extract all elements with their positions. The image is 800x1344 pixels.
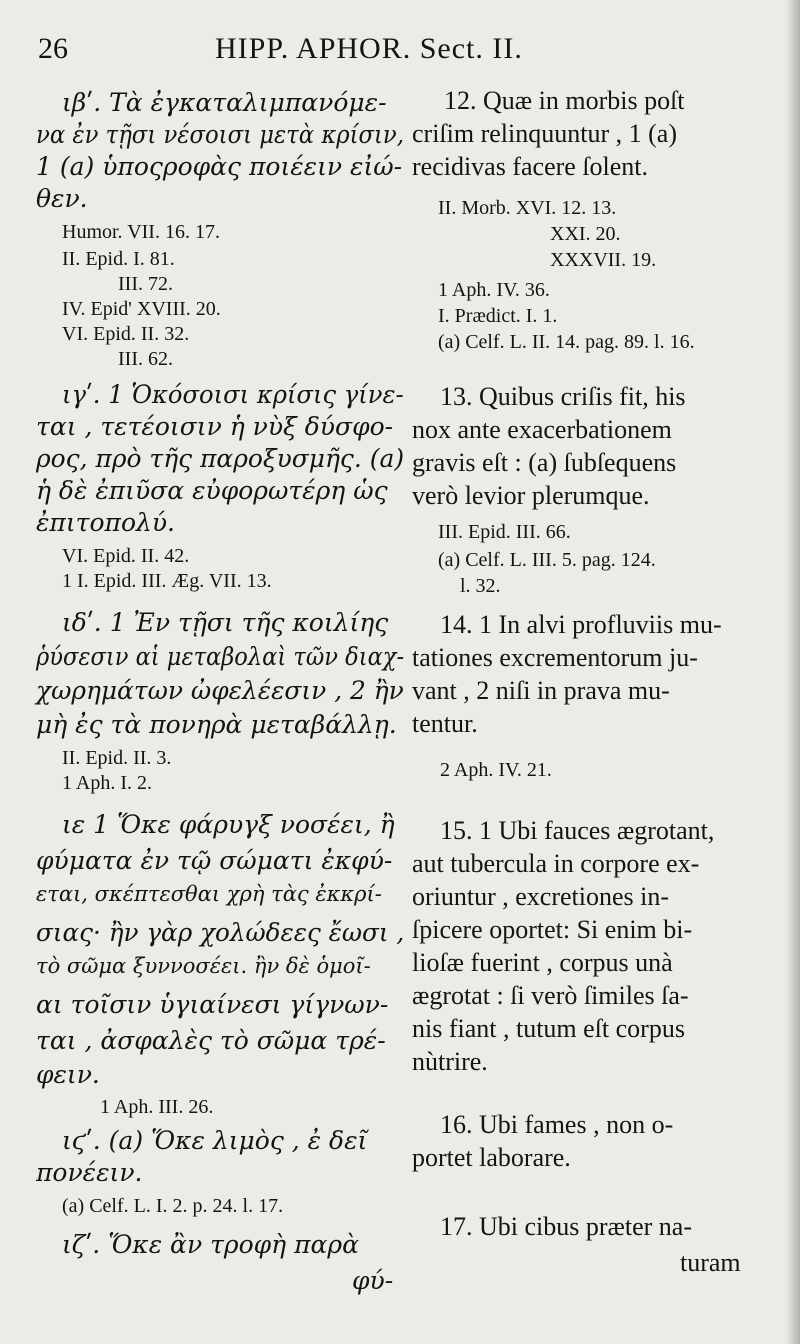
latin-line: nis fiant , tutum eſt corpus — [412, 1014, 685, 1043]
latin-line: 14. 1 In alvi profluviis mu- — [440, 610, 722, 639]
page-edge-shadow — [786, 0, 800, 1344]
latin-line: tentur. — [412, 709, 478, 738]
latin-ref: XXXVII. 19. — [550, 249, 657, 271]
latin-catchword: turam — [680, 1248, 741, 1277]
greek-line: φειν. — [36, 1060, 100, 1089]
greek-line: ιε 1 Ὅκε φάρυγξ νοσέει, ἢ — [62, 810, 395, 839]
greek-line: ρος, πρὸ τῆς παροξυσμῆς. (a) — [36, 444, 405, 473]
latin-line: 17. Ubi cibus præter na- — [440, 1212, 693, 1241]
greek-ref: III. 72. — [118, 273, 173, 295]
greek-ref: II. Epid. I. 81. — [62, 248, 175, 270]
latin-ref: I. Prædict. I. 1. — [438, 305, 558, 327]
greek-ref: Humor. VII. 16. 17. — [62, 221, 220, 243]
greek-ref: IV. Epid' XVIII. 20. — [62, 298, 221, 320]
latin-line: criſim relinquuntur , 1 (a) — [412, 119, 677, 148]
greek-line: ιζʹ. Ὅκε ἂν τροφὴ παρὰ — [62, 1230, 359, 1259]
greek-line: θεν. — [36, 184, 88, 213]
greek-line: πονέειν. — [36, 1158, 143, 1187]
latin-line: verò levior plerumque. — [412, 481, 650, 510]
greek-ref: II. Epid. II. 3. — [62, 747, 172, 769]
latin-line: vant , 2 niſi in prava mu- — [412, 676, 670, 705]
latin-line: 12. Quæ in morbis poſt — [444, 86, 685, 115]
greek-line: εται, σκέπτεσθαι χρὴ τὰς ἐκκρί- — [36, 882, 382, 906]
greek-line: 1 (a) ὑποςροφὰς ποιέειν εἰώ- — [36, 152, 403, 181]
latin-ref: XXI. 20. — [550, 223, 621, 245]
greek-ref: III. 62. — [118, 348, 173, 370]
latin-ref: II. Morb. XVI. 12. 13. — [438, 197, 617, 219]
latin-ref: l. 32. — [460, 575, 501, 597]
latin-line: ſpicere oportet: Si enim bi- — [412, 915, 693, 944]
latin-line: 15. 1 Ubi fauces ægrotant, — [440, 816, 715, 845]
greek-line: ιγʹ. 1 Ὁκόσοισι κρίσις γίνε- — [62, 380, 404, 409]
greek-ref: 1 I. Epid. III. Æg. VII. 13. — [62, 570, 272, 592]
greek-line: ἡ δὲ ἐπιῦσα εὐφορωτέρη ὡς — [36, 476, 388, 505]
latin-line: lioſæ fuerint , corpus unà — [412, 948, 673, 977]
greek-line: τὸ σῶμα ξυννοσέει. ἢν δὲ ὁμοῖ- — [36, 954, 371, 978]
latin-line: tationes excrementorum ju- — [412, 643, 698, 672]
greek-ref: (a) Celf. L. I. 2. p. 24. l. 17. — [62, 1195, 284, 1217]
greek-line: ιβʹ. Τὰ ἐγκαταλιμπανόμε- — [62, 88, 387, 117]
greek-line: ται , ἀσφαλὲς τὸ σῶμα τρέ- — [36, 1026, 386, 1055]
latin-line: 16. Ubi fames , non o- — [440, 1110, 674, 1139]
running-title: HIPP. APHOR. Sect. II. — [215, 32, 523, 65]
latin-line: portet laborare. — [412, 1143, 571, 1172]
latin-ref: (a) Celf. L. II. 14. pag. 89. l. 16. — [438, 331, 695, 353]
greek-line: φύματα ἐν τῷ σώματι ἐκφύ- — [36, 846, 393, 875]
latin-ref: 1 Aph. IV. 36. — [438, 279, 550, 301]
latin-line: gravis eſt : (a) ſubſequens — [412, 448, 677, 477]
greek-ref: 1 Aph. III. 26. — [100, 1096, 214, 1118]
latin-ref: (a) Celf. L. III. 5. pag. 124. — [438, 549, 656, 571]
greek-line: ῥύσεσιν αἱ μεταβολαὶ τῶν διαχ- — [36, 642, 405, 671]
latin-line: nox ante exacerbationem — [412, 415, 672, 444]
greek-line: ιϛʹ. (a) Ὅκε λιμὸς , ἐ δεῖ — [62, 1126, 368, 1155]
latin-line: oriuntur , excretiones in- — [412, 882, 670, 911]
greek-line: ἐπιτοπολύ. — [36, 508, 176, 537]
page-number: 26 — [38, 32, 68, 65]
latin-line: aut tubercula in corpore ex- — [412, 849, 700, 878]
latin-line: ægrotat : ſi verò ſimiles ſa- — [412, 981, 689, 1010]
greek-line: να ἐν τῇσι νέσοισι μετὰ κρίσιν, — [36, 120, 404, 149]
greek-line: ιδʹ. 1 Ἐν τῇσι τῆς κοιλίης — [62, 608, 389, 637]
greek-line: χωρημάτων ὠφελέεσιν , 2 ἢν — [36, 676, 404, 705]
greek-line: αι τοῖσιν ὑγιαίνεσι γίγνων- — [36, 990, 389, 1019]
greek-line: ται , τετέοισιν ἡ νὺξ δύσφο- — [36, 412, 394, 441]
latin-line: 13. Quibus criſis fit, his — [440, 382, 686, 411]
latin-ref: III. Epid. III. 66. — [438, 521, 571, 543]
greek-ref: 1 Aph. I. 2. — [62, 772, 152, 794]
greek-ref: VI. Epid. II. 32. — [62, 323, 190, 345]
greek-catchword: φύ- — [352, 1266, 394, 1295]
greek-ref: VI. Epid. II. 42. — [62, 545, 190, 567]
greek-line: μὴ ἐς τὰ πονηρὰ μεταβάλλῃ. — [36, 710, 397, 739]
greek-line: σιας· ἢν γὰρ χολώδεες ἔωσι , — [36, 918, 405, 947]
latin-line: nùtrire. — [412, 1047, 488, 1076]
latin-line: recidivas facere ſolent. — [412, 152, 649, 181]
latin-ref: 2 Aph. IV. 21. — [440, 759, 552, 781]
